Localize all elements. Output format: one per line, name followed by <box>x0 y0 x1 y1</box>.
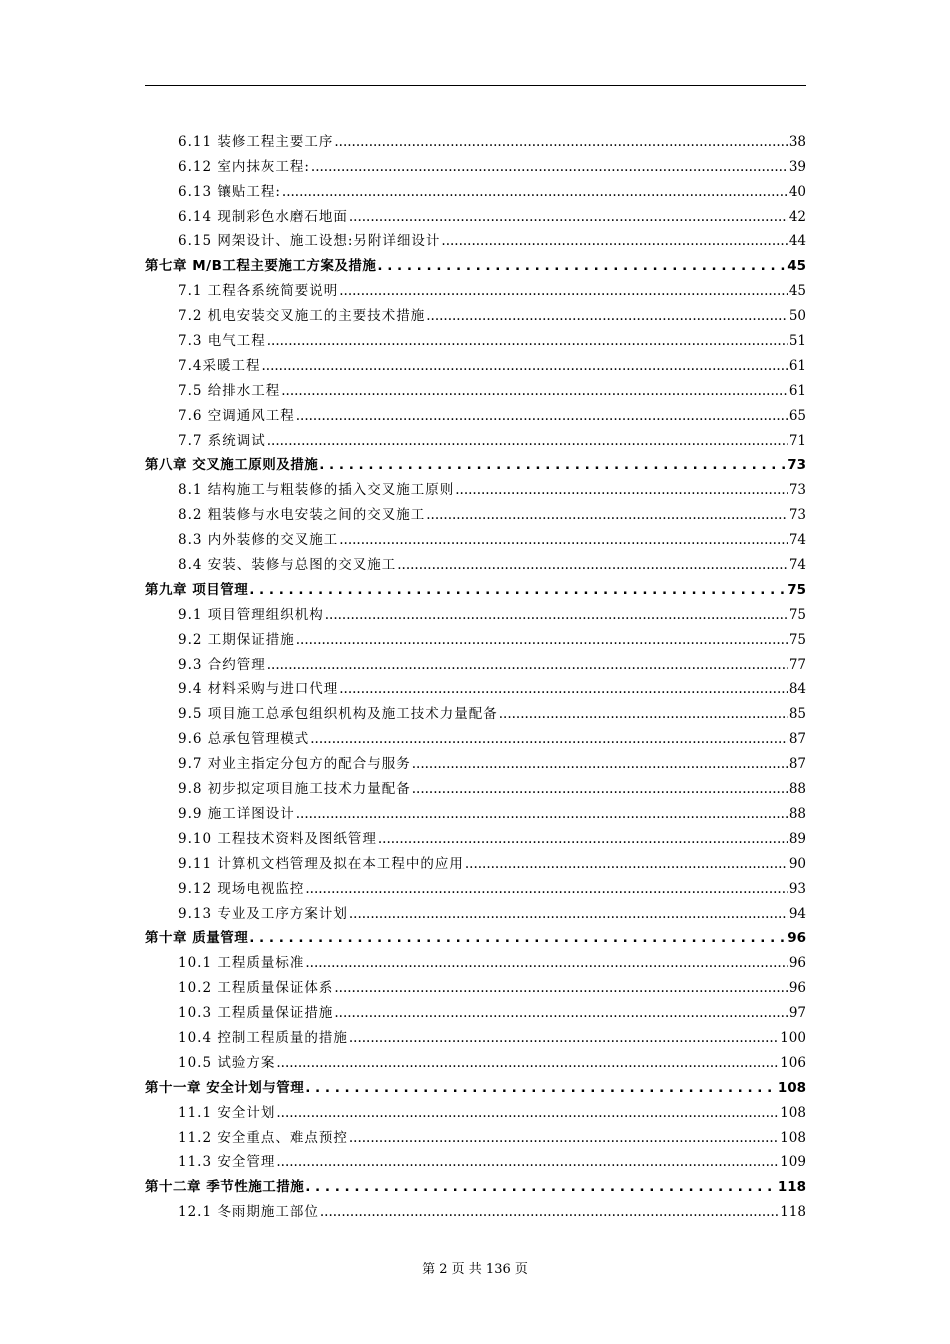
toc-section-entry[interactable] <box>145 225 806 250</box>
toc-entry-label: 7.7 系统调试 <box>178 432 266 449</box>
header-rule <box>145 85 806 86</box>
toc-page-number: 87 <box>788 731 806 748</box>
toc-section-entry[interactable] <box>145 324 806 349</box>
toc-entry-label: 10.3 工程质量保证措施 <box>178 1005 334 1022</box>
toc-entry-label: 9.9 施工详图设计 <box>178 805 295 822</box>
toc-section-entry[interactable] <box>145 1146 806 1171</box>
toc-dot-leader <box>349 1030 779 1046</box>
toc-dot-leader <box>276 1105 779 1121</box>
toc-page-number: 61 <box>788 382 806 399</box>
toc-page-number: 38 <box>788 133 806 150</box>
toc-section-entry[interactable] <box>145 872 806 897</box>
toc-page-number: 74 <box>788 532 806 549</box>
toc-page-number: 100 <box>780 1029 806 1046</box>
toc-section-entry[interactable] <box>145 548 806 573</box>
toc-dot-leader <box>499 706 788 722</box>
toc-page-number: 74 <box>788 557 806 574</box>
toc-section-entry[interactable] <box>145 1121 806 1146</box>
toc-dot-leader <box>339 681 788 697</box>
toc-section-entry[interactable] <box>145 125 806 150</box>
toc-page-number: 42 <box>788 208 806 225</box>
toc-dot-leader <box>319 457 786 473</box>
toc-dot-leader <box>455 482 788 498</box>
toc-section-entry[interactable] <box>145 1195 806 1220</box>
toc-entry-label: 9.8 初步拟定项目施工技术力量配备 <box>178 781 411 798</box>
toc-page-number: 97 <box>788 1005 806 1022</box>
toc-entry-label: 9.7 对业主指定分包方的配合与服务 <box>178 756 411 773</box>
toc-entry-label: 11.1 安全计划 <box>178 1104 276 1121</box>
toc-dot-leader <box>282 184 788 200</box>
page-footer: 第 2 页 共 136 页 <box>422 1262 528 1277</box>
toc-entry-label: 6.13 镶贴工程: <box>178 183 281 200</box>
toc-section-entry[interactable] <box>145 424 806 449</box>
toc-section-entry[interactable] <box>145 747 806 772</box>
toc-page-number: 65 <box>788 407 806 424</box>
toc-entry-label: 7.4采暖工程 <box>178 357 261 374</box>
toc-entry-label: 第九章 项目管理 <box>145 581 249 598</box>
toc-page-number: 93 <box>788 880 806 897</box>
toc-entry-label: 9.5 项目施工总承包组织机构及施工技术力量配备 <box>178 706 498 723</box>
toc-dot-leader <box>296 806 788 822</box>
toc-page-number: 71 <box>788 432 806 449</box>
toc-dot-leader <box>305 955 787 971</box>
toc-entry-label: 9.11 计算机文档管理及拟在本工程中的应用 <box>178 855 464 872</box>
toc-section-entry[interactable] <box>145 897 806 922</box>
toc-dot-leader <box>267 657 788 673</box>
toc-dot-leader <box>305 1179 777 1195</box>
toc-dot-leader <box>349 1130 779 1146</box>
toc-dot-leader <box>296 632 788 648</box>
toc-section-entry[interactable] <box>145 648 806 673</box>
toc-page-number: 106 <box>780 1054 806 1071</box>
toc-section-entry[interactable] <box>145 822 806 847</box>
toc-page-number: 96 <box>788 980 806 997</box>
toc-section-entry[interactable] <box>145 299 806 324</box>
toc-dot-leader <box>310 731 788 747</box>
toc-page-number: 89 <box>788 830 806 847</box>
toc-page-number: 118 <box>780 1204 806 1221</box>
toc-page-number: 96 <box>788 955 806 972</box>
toc-dot-leader <box>339 283 788 299</box>
toc-dot-leader <box>426 308 788 324</box>
toc-entry-label: 第七章 M/B工程主要施工方案及措施 <box>145 258 377 275</box>
table-of-contents <box>145 125 806 1220</box>
toc-dot-leader <box>305 881 787 897</box>
toc-entry-label: 6.15 网架设计、施工设想:另附详细设计 <box>178 233 441 250</box>
toc-page-number: 75 <box>788 631 806 648</box>
toc-section-entry[interactable] <box>145 523 806 548</box>
toc-entry-label: 11.3 安全管理 <box>178 1154 276 1171</box>
toc-section-entry[interactable] <box>145 150 806 175</box>
toc-entry-label: 7.2 机电安装交叉施工的主要技术措施 <box>178 308 426 325</box>
toc-dot-leader <box>377 258 786 274</box>
toc-section-entry[interactable] <box>145 1096 806 1121</box>
toc-dot-leader <box>305 1080 777 1096</box>
toc-entry-label: 第八章 交叉施工原则及措施 <box>145 457 319 474</box>
toc-section-entry[interactable] <box>145 349 806 374</box>
toc-dot-leader <box>334 1005 787 1021</box>
toc-page-number: 108 <box>780 1104 806 1121</box>
toc-dot-leader <box>334 980 787 996</box>
toc-entry-label: 8.3 内外装修的交叉施工 <box>178 532 339 549</box>
toc-dot-leader <box>296 408 788 424</box>
toc-section-entry[interactable] <box>145 673 806 698</box>
toc-page-number: 61 <box>788 357 806 374</box>
toc-section-entry[interactable] <box>145 996 806 1021</box>
toc-section-entry[interactable] <box>145 498 806 523</box>
toc-section-entry[interactable] <box>145 598 806 623</box>
toc-dot-leader <box>412 781 788 797</box>
toc-dot-leader <box>334 134 787 150</box>
toc-dot-leader <box>426 507 788 523</box>
toc-entry-label: 7.1 工程各系统简要说明 <box>178 283 339 300</box>
toc-entry-label: 9.2 工期保证措施 <box>178 631 295 648</box>
toc-page-number: 73 <box>788 507 806 524</box>
toc-section-entry[interactable] <box>145 847 806 872</box>
toc-section-entry[interactable] <box>145 623 806 648</box>
toc-page-number: 77 <box>788 656 806 673</box>
toc-page-number: 73 <box>788 482 806 499</box>
toc-section-entry[interactable] <box>145 374 806 399</box>
toc-dot-leader <box>267 433 788 449</box>
toc-page-number: 108 <box>780 1129 806 1146</box>
toc-page-number: 118 <box>777 1179 806 1196</box>
toc-entry-label: 8.1 结构施工与粗装修的插入交叉施工原则 <box>178 482 455 499</box>
toc-page-number: 85 <box>788 706 806 723</box>
toc-chapter-entry[interactable] <box>145 1071 806 1096</box>
toc-entry-label: 10.4 控制工程质量的措施 <box>178 1029 348 1046</box>
toc-page-number: 51 <box>788 333 806 350</box>
toc-entry-label: 10.1 工程质量标准 <box>178 955 305 972</box>
toc-entry-label: 8.4 安装、装修与总图的交叉施工 <box>178 557 397 574</box>
toc-entry-label: 10.2 工程质量保证体系 <box>178 980 334 997</box>
toc-dot-leader <box>249 582 786 598</box>
toc-page-number: 108 <box>777 1079 806 1096</box>
toc-entry-label: 9.10 工程技术资料及图纸管理 <box>178 830 377 847</box>
toc-dot-leader <box>349 906 788 922</box>
toc-page-number: 40 <box>788 183 806 200</box>
toc-dot-leader <box>465 856 788 872</box>
toc-dot-leader <box>349 209 788 225</box>
toc-page-number: 94 <box>788 905 806 922</box>
toc-entry-label: 11.2 安全重点、难点预控 <box>178 1129 348 1146</box>
toc-page-number: 96 <box>787 930 806 947</box>
toc-section-entry[interactable] <box>145 971 806 996</box>
toc-chapter-entry[interactable] <box>145 249 806 274</box>
toc-entry-label: 6.12 室内抹灰工程: <box>178 158 310 175</box>
toc-entry-label: 7.3 电气工程 <box>178 333 266 350</box>
toc-entry-label: 9.3 合约管理 <box>178 656 266 673</box>
toc-section-entry[interactable] <box>145 200 806 225</box>
toc-entry-label: 10.5 试验方案 <box>178 1054 276 1071</box>
toc-page-number: 45 <box>787 258 806 275</box>
toc-page-number: 109 <box>780 1154 806 1171</box>
toc-section-entry[interactable] <box>145 946 806 971</box>
toc-page-number: 45 <box>788 283 806 300</box>
toc-page-number: 90 <box>788 855 806 872</box>
toc-dot-leader <box>276 1154 779 1170</box>
toc-entry-label: 7.6 空调通风工程 <box>178 407 295 424</box>
toc-section-entry[interactable] <box>145 1021 806 1046</box>
toc-dot-leader <box>378 831 788 847</box>
toc-page-number: 88 <box>788 805 806 822</box>
toc-entry-label: 6.11 装修工程主要工序 <box>178 133 334 150</box>
toc-entry-label: 9.1 项目管理组织机构 <box>178 606 324 623</box>
toc-entry-label: 第十二章 季节性施工措施 <box>145 1179 305 1196</box>
toc-dot-leader <box>397 557 788 573</box>
toc-section-entry[interactable] <box>145 772 806 797</box>
toc-chapter-entry[interactable] <box>145 1170 806 1195</box>
toc-page-number: 75 <box>787 581 806 598</box>
toc-section-entry[interactable] <box>145 722 806 747</box>
toc-chapter-entry[interactable] <box>145 922 806 947</box>
toc-section-entry[interactable] <box>145 274 806 299</box>
toc-dot-leader <box>249 930 786 946</box>
toc-dot-leader <box>320 1204 779 1220</box>
toc-page-number: 87 <box>788 756 806 773</box>
toc-page-number: 73 <box>787 457 806 474</box>
toc-section-entry[interactable] <box>145 399 806 424</box>
toc-entry-label: 9.12 现场电视监控 <box>178 880 305 897</box>
toc-page-number: 39 <box>788 158 806 175</box>
toc-section-entry[interactable] <box>145 797 806 822</box>
toc-chapter-entry[interactable] <box>145 449 806 474</box>
toc-dot-leader <box>339 532 788 548</box>
toc-entry-label: 7.5 给排水工程 <box>178 382 281 399</box>
toc-section-entry[interactable] <box>145 473 806 498</box>
toc-dot-leader <box>325 607 788 623</box>
toc-chapter-entry[interactable] <box>145 573 806 598</box>
toc-page-number: 44 <box>788 233 806 250</box>
toc-dot-leader <box>267 333 788 349</box>
toc-dot-leader <box>261 358 787 374</box>
toc-dot-leader <box>412 756 788 772</box>
toc-section-entry[interactable] <box>145 175 806 200</box>
toc-entry-label: 第十章 质量管理 <box>145 930 249 947</box>
toc-entry-label: 12.1 冬雨期施工部位 <box>178 1204 319 1221</box>
toc-entry-label: 8.2 粗装修与水电安装之间的交叉施工 <box>178 507 426 524</box>
toc-entry-label: 9.4 材料采购与进口代理 <box>178 681 339 698</box>
toc-page-number: 88 <box>788 781 806 798</box>
toc-dot-leader <box>311 159 788 175</box>
toc-page-number: 75 <box>788 606 806 623</box>
toc-entry-label: 第十一章 安全计划与管理 <box>145 1079 305 1096</box>
toc-dot-leader <box>441 233 787 249</box>
toc-section-entry[interactable] <box>145 1046 806 1071</box>
toc-entry-label: 9.6 总承包管理模式 <box>178 731 310 748</box>
toc-entry-label: 9.13 专业及工序方案计划 <box>178 905 348 922</box>
toc-dot-leader <box>281 383 788 399</box>
toc-dot-leader <box>276 1055 779 1071</box>
toc-page-number: 50 <box>788 308 806 325</box>
toc-entry-label: 6.14 现制彩色水磨石地面 <box>178 208 348 225</box>
toc-section-entry[interactable] <box>145 697 806 722</box>
toc-page-number: 84 <box>788 681 806 698</box>
